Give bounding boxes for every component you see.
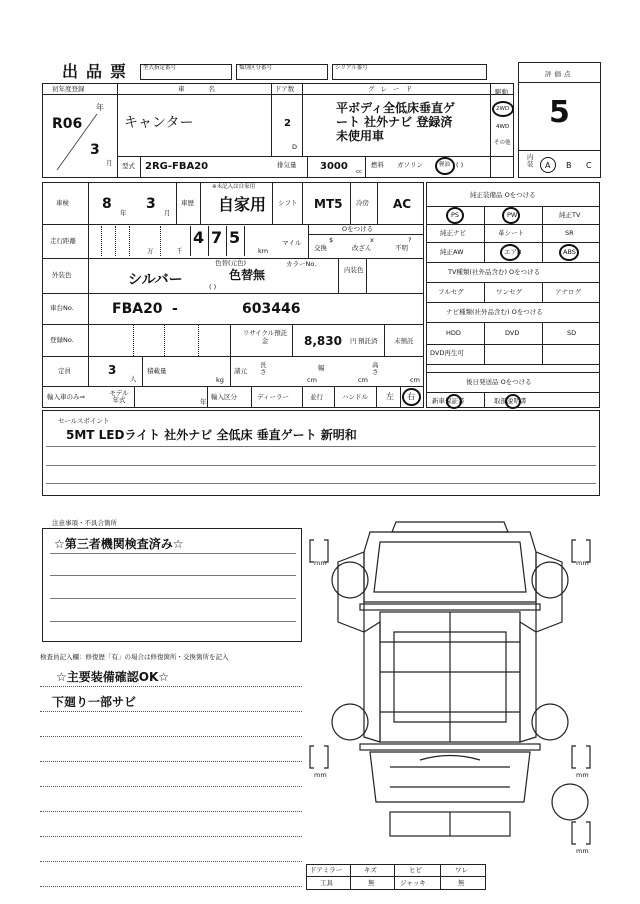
mm-label-spare: mm (576, 847, 589, 855)
recycle-unit: 円 (350, 337, 357, 345)
recycle-amount: 8,830 (304, 334, 342, 348)
vehicle-diagram (300, 512, 620, 862)
tv-type-title: TV種類(社外品含む) Oをつける (448, 268, 541, 276)
serial-number-label: シリアル番号 (335, 65, 368, 71)
car-name: キャンター (124, 115, 194, 131)
chassis-dash: - (172, 301, 178, 317)
interior-color-label: 内装色 (344, 266, 364, 274)
handle-left[interactable]: 左 (386, 392, 394, 401)
sales-point-text: 5MT LEDライト 社外ナビ 全低床 垂直ゲート 新明和 (66, 428, 357, 442)
navi-type-title: ナビ種類(社外品含む) Oをつける (446, 308, 543, 316)
equip-ps-circle (446, 207, 464, 224)
tv-fullseg[interactable]: フルセグ (438, 288, 464, 296)
meter-mark-exchange: $ (329, 236, 334, 244)
mm-label-rear-right: mm (576, 771, 589, 779)
sen-unit: 千 (176, 247, 183, 255)
docs-manual[interactable]: 取扱説明書 (494, 397, 527, 405)
docs-warranty-circle (446, 394, 462, 409)
equip-abs[interactable]: ABS (563, 248, 576, 256)
dvd-playback-label[interactable]: DVD再生可 (430, 349, 464, 357)
import-dealer[interactable]: ディーラー (257, 393, 289, 401)
height-label: 高さ (372, 361, 379, 377)
length-label: 長さ (260, 361, 267, 377)
meter-mark-tamper: x (370, 236, 374, 244)
equip-pw-circle (502, 207, 520, 224)
navi-hdd[interactable]: HDD (446, 329, 461, 337)
ac-value: AC (393, 197, 412, 211)
interior-label: 内装 (527, 153, 534, 169)
shaken-year-unit: 年 (120, 209, 127, 217)
model-code: 2RG-FBA20 (145, 161, 209, 172)
tv-analog[interactable]: アナログ (555, 288, 581, 296)
import-label: 輸入車のみ⇒ (47, 393, 85, 401)
interior-grade-b[interactable]: B (566, 161, 572, 170)
color-original-label: 色替(元色) (215, 259, 247, 267)
meter-unknown[interactable]: 不明 (395, 244, 408, 252)
evaluation-label: 評価点 (545, 70, 574, 78)
import-category-label: 輸入区分 (211, 393, 237, 401)
history-label: 車歴 (181, 199, 194, 207)
docs-manual-circle (505, 394, 521, 409)
tool-value: 無 (368, 879, 375, 887)
man-unit: 万 (147, 247, 154, 255)
color-paren: ( ) (209, 283, 217, 291)
equip-genuine-navi[interactable]: 純正ナビ (440, 229, 466, 237)
history-value: 自家用 (218, 195, 267, 214)
equip-genuine-tv[interactable]: 純正TV (559, 211, 581, 219)
inspector-label: 検査員記入欄：修復歴「有」の場合は修復箇所・交換箇所を記入 (40, 653, 229, 661)
shaken-year: 8 (102, 196, 112, 212)
meter-tampered[interactable]: 改ざん (352, 244, 372, 252)
load-label: 積載量 (147, 367, 167, 375)
mirror-broken[interactable]: ワレ (455, 866, 468, 874)
mileage-label: 走行距離 (50, 237, 76, 245)
mm-label-front-left: mm (314, 559, 327, 567)
shaken-label: 車検 (56, 199, 69, 207)
meter-circle-label: Oをつける (342, 225, 374, 233)
mileage-digit-3: 5 (229, 228, 241, 247)
model-label: 型式 (122, 162, 135, 170)
shift-label: シフト (278, 199, 298, 207)
shaken-month: 3 (146, 196, 156, 212)
shaken-month-unit: 月 (164, 209, 171, 217)
dims-label: 諸元 (234, 367, 247, 375)
displacement-label: 排気量 (277, 161, 297, 169)
equip-airbag-circle (500, 244, 520, 261)
grade-label: グレード (368, 85, 418, 93)
color-change: 色替無 (229, 268, 266, 282)
exterior-color: シルバー (128, 272, 183, 288)
category-number-label: 類別区分番号 (239, 65, 273, 71)
docs-title: 後日発送品 Oをつける (466, 378, 532, 386)
first-registration-label: 初年度登録 (52, 85, 85, 93)
interior-grade-a[interactable]: A (545, 161, 551, 170)
inspector-line-1: ☆主要装備確認OK☆ (56, 670, 170, 684)
equip-leather-seat[interactable]: 革シート (498, 229, 524, 237)
sales-point-label: セールスポイント (58, 417, 110, 425)
jack-value: 無 (458, 879, 465, 887)
recycle-not-deposited[interactable]: 未預託 (394, 337, 414, 345)
grade-line-3: 未使用車 (336, 129, 385, 143)
caution-label: 注意事項・不具合箇所 (52, 519, 117, 527)
mirror-scratch[interactable]: キズ (364, 866, 377, 874)
tv-oneseg[interactable]: ワンセグ (496, 288, 522, 296)
equip-abs-circle (559, 244, 579, 261)
meter-mark-unknown: ? (408, 236, 412, 244)
drive-option-4wd[interactable]: 4WD (496, 124, 510, 130)
width-label: 幅 (318, 364, 325, 372)
chassis-number: 603446 (242, 301, 301, 317)
equip-pw[interactable]: PW (507, 211, 518, 219)
shift-value: MT5 (314, 197, 343, 211)
car-name-label: 車名 (178, 85, 239, 93)
form-title: 出品票 (62, 62, 135, 81)
displacement-unit: cc (356, 169, 363, 175)
km-unit: km (258, 247, 269, 255)
height-unit: cm (410, 376, 420, 384)
mileage-digit-1: 4 (193, 228, 205, 247)
displacement-value: 3000 (320, 161, 348, 172)
model-year-label: モデル年式 (109, 389, 129, 405)
mileage-digit-2: 7 (211, 228, 223, 247)
grade-line-1: 平ボディ全低床垂直ゲ (336, 101, 456, 115)
import-parallel[interactable]: 並行 (310, 393, 323, 401)
handle-right-circle (402, 388, 421, 406)
evaluation-score: 5 (549, 95, 570, 130)
doors-label: ドア数 (275, 85, 295, 93)
equip-ps[interactable]: PS (451, 211, 460, 219)
registration-month: 3 (90, 142, 100, 158)
length-unit: cm (307, 376, 317, 384)
handle-label: ハンドル (342, 393, 368, 401)
model-designation-label: 型式指定番号 (143, 65, 177, 71)
grade-line-2: ート 社外ナビ 登録済 (336, 115, 453, 129)
drive-label: 駆動 (495, 88, 508, 96)
door-mirror-label: ドアミラー (310, 866, 343, 874)
month-label: 月 (106, 159, 113, 167)
equip-airbag[interactable]: エアB (504, 248, 522, 256)
caution-text: ☆第三者機関検査済み☆ (54, 537, 184, 551)
fuel-diesel-circle (435, 157, 455, 175)
fuel-other-paren: ( ) (456, 161, 464, 169)
mile-label: マイル (282, 239, 302, 247)
docs-warranty[interactable]: 新車保証書 (432, 397, 465, 405)
chassis-label: 車台No. (50, 304, 74, 312)
meter-exchange[interactable]: 交換 (314, 244, 327, 252)
inspector-line-2: 下廻り一部サビ (52, 695, 137, 709)
details-table (42, 182, 424, 408)
history-note: ※未記入は自家用 (212, 184, 256, 190)
drive-option-other[interactable]: その他 (494, 140, 511, 146)
navi-sd[interactable]: SD (567, 329, 577, 337)
registration-number-label: 登録No. (50, 336, 74, 344)
capacity-unit: 人 (130, 375, 137, 383)
drive-2wd-circle (492, 101, 514, 117)
color-number-label: カラーNo. (286, 260, 317, 268)
fuel-diesel[interactable]: 軽油 (439, 162, 451, 168)
chassis-prefix: FBA20 (112, 301, 163, 317)
mm-label-rear-left: mm (314, 771, 327, 779)
doors-suffix: D (292, 143, 298, 151)
equip-genuine-aw[interactable]: 純正AW (440, 248, 464, 256)
mirror-crack[interactable]: ヒビ (409, 866, 422, 874)
capacity-value: 3 (108, 363, 117, 377)
width-unit: cm (358, 376, 368, 384)
recycle-label: リサイクル預託金 (242, 329, 288, 345)
fuel-label: 燃料 (371, 161, 384, 169)
year-label: 年 (96, 103, 104, 112)
exterior-color-label: 外装色 (52, 271, 72, 279)
drive-option-2wd[interactable]: 2WD (496, 106, 510, 112)
capacity-label: 定員 (58, 367, 71, 375)
registration-era-year: R06 (52, 116, 83, 132)
fuel-gasoline[interactable]: ガソリン (397, 161, 423, 169)
jack-label: ジャッキ (400, 879, 426, 887)
doors-count: 2 (284, 118, 291, 129)
tool-label: 工具 (320, 879, 333, 887)
ac-label: 冷房 (356, 199, 369, 207)
interior-grade-c[interactable]: C (586, 161, 592, 170)
navi-dvd[interactable]: DVD (505, 329, 520, 337)
model-year-unit: 年 (200, 398, 207, 406)
genuine-equipment-title: 純正装備品 Oをつける (470, 191, 536, 199)
recycle-deposited[interactable]: 預託済 (358, 337, 378, 345)
equip-sunroof[interactable]: SR (565, 229, 574, 237)
load-unit: kg (216, 376, 224, 384)
handle-right[interactable]: 右 (407, 392, 415, 401)
interior-a-circle (540, 157, 556, 173)
mm-label-front-right: mm (576, 559, 589, 567)
